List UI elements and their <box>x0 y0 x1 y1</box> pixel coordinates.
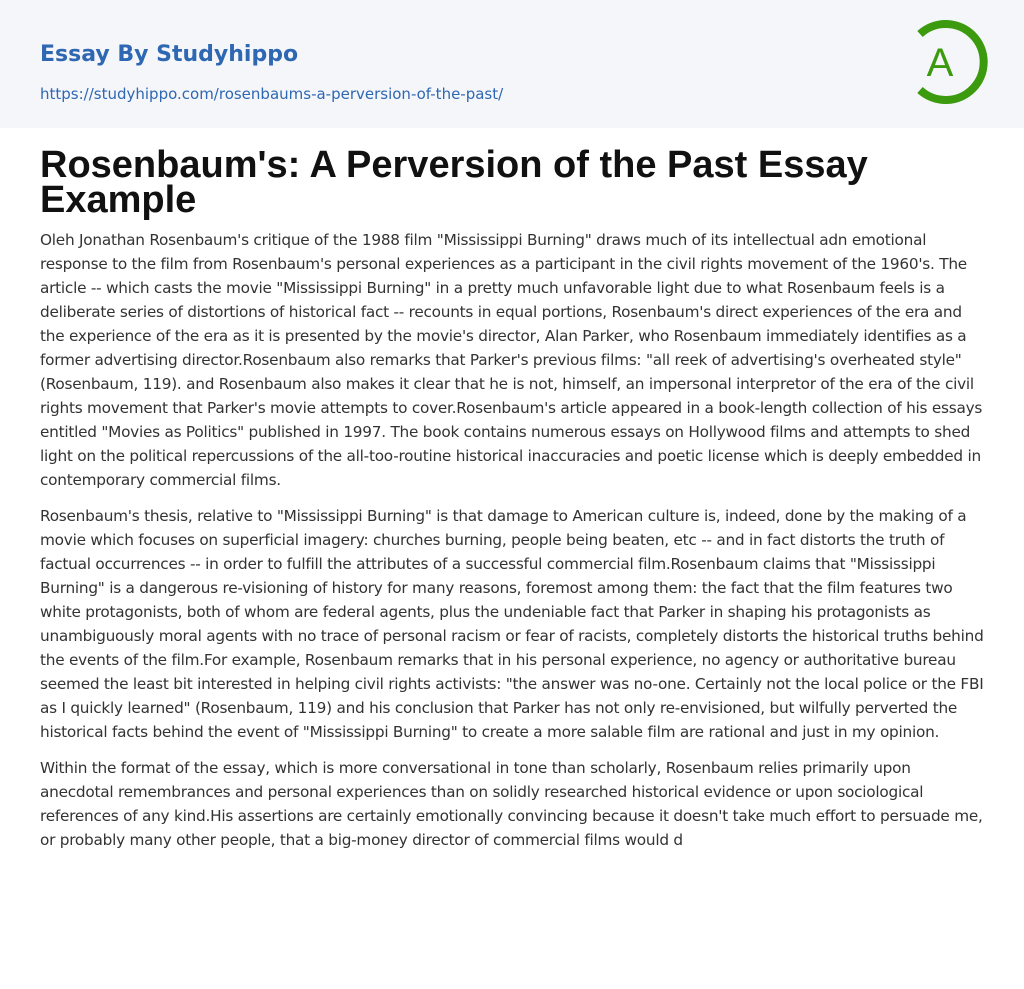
essay-body <box>40 228 986 864</box>
essay-url-link[interactable]: https://studyhippo.com/rosenbaums-a-perversion-of-the-past/ <box>40 85 504 103</box>
logo-letter: A <box>926 41 954 85</box>
essay-paragraph: Oleh Jonathan Rosenbaum's critique of the 1988 film "Mississippi Burning" draws much of its intellectual adn emotional response to the film from Rosenbaum's personal experiences as a participant in the civil rights movement of the 1960's. The article -- which casts the movie "Mississippi Burning" in a pretty much unfavorable light due to what Rosenbaum feels is a deliberate series of distortions of historical fact -- recounts in equal portions, Rosenbaum's direct experiences of the era and the experience of the era as it is presented by the movie's director, Alan Parker, who Rosenbaum immediately identifies as a former advertising director.Rosenbaum also remarks that Parker's previous films: "all reek of advertising's overheated style" (Rosenbaum, 119). and Rosenbaum also makes it clear that he is not, himself, an impersonal interpretor of the era of the civil rights movement that Parker's movie attempts to cover.Rosenbaum's article appeared in a book-length collection of his essays entitled "Movies as Politics" published in 1997. The book contains numerous essays on Hollywood films and attempts to shed light on the political repercussions of the all-too-routine historical inaccuracies and poetic license which is deeply embedded in contemporary commercial films. <box>40 231 983 489</box>
site-header <box>0 0 1024 128</box>
page-title: Rosenbaum's: A Perversion of the Past Essay Example <box>40 144 868 221</box>
brand-title: Essay By Studyhippo <box>40 42 299 67</box>
essay-paragraph: Within the format of the essay, which is more conversational in tone than scholarly, Rosenbaum relies primarily upon anecdotal remembrances and personal experiences than on solidly researched historical evidence or upon sociological references of any kind.His assertions are certainly emotionally convincing because it doesn't take much effort to persuade me, or probably many other people, that a big-money director of commercial films would d <box>40 759 983 849</box>
essay-paragraph: Rosenbaum's thesis, relative to "Mississippi Burning" is that damage to American culture is, indeed, done by the making of a movie which focuses on superficial imagery: churches burning, people being beaten, etc -- and in fact distorts the truth of factual occurrences -- in order to fulfill the attributes of a successful commercial film.Rosenbaum claims that "Mississippi Burning" is a dangerous re-visioning of history for many reasons, foremost among them: the fact that the film features two white protagonists, both of whom are federal agents, plus the undeniable fact that Parker in shaping his protagonists as unambiguously moral agents with no trace of personal racism or fear of racists, completely distorts the historical truths behind the events of the film.For example, Rosenbaum remarks that in his personal experience, no agency or authoritative bureau seemed the least bit interested in helping civil rights activists: "the answer was no-one. Certainly not the local police or the FBI as I quickly learned" (Rosenbaum, 119) and his conclusion that Parker has not only re-envisioned, but wilfully perverted the historical facts behind the event of "Mississippi Burning" to create a more salable film are rational and just in my opinion. <box>40 507 984 741</box>
studyhippo-logo-icon[interactable] <box>902 16 994 108</box>
